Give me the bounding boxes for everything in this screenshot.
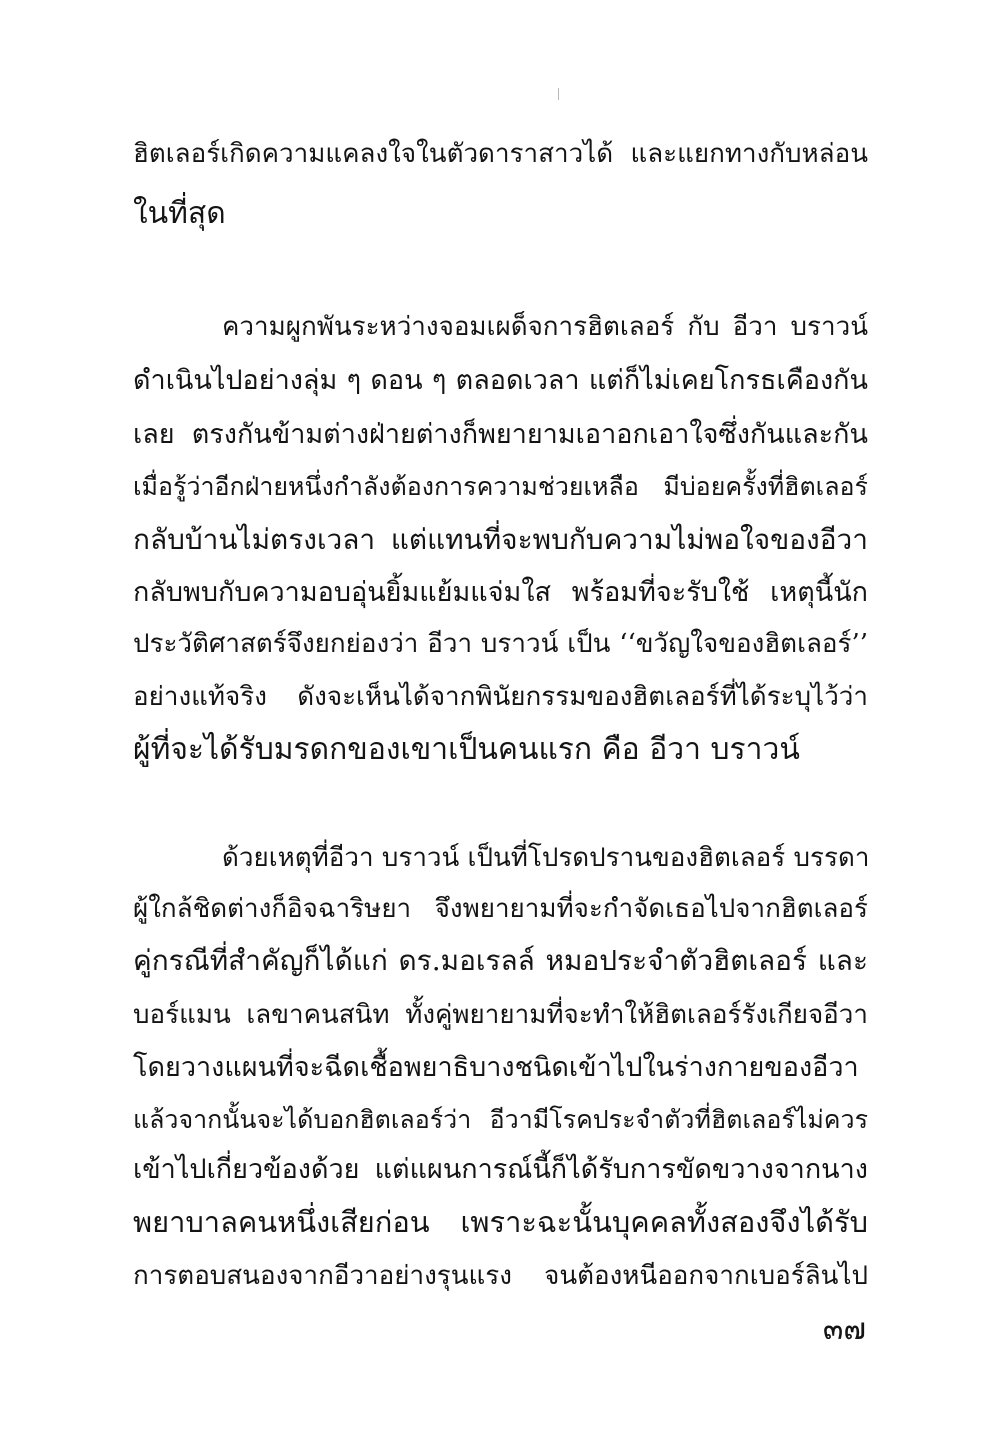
- text-line: คู่กรณีที่สำคัญก็ได้แก่ ดร.มอเรลล์ หมอประจำตัวฮิตเลอร์ และ: [133, 944, 868, 977]
- text-line: ดำเนินไปอย่างลุ่ม ๆ ดอน ๆ ตลอดเวลา แต่ก็ไม่เคยโกรธเคืองกัน: [133, 365, 868, 396]
- text-line: อย่างแท้จริง ดังจะเห็นได้จากพินัยกรรมของฮิตเลอร์ที่ได้ระบุไว้ว่า: [133, 682, 868, 712]
- scan-mark: [558, 88, 559, 100]
- text-line: บอร์แมน เลขาคนสนิท ทั้งคู่พยายามที่จะทำให้ฮิตเลอร์รังเกียจอีวา: [133, 1000, 868, 1030]
- text-line: ประวัติศาสตร์จึงยกย่องว่า อีวา บราวน์ เป็น ‘‘ขวัญใจของฮิตเลอร์’’: [133, 629, 868, 659]
- text-line: แล้วจากนั้นจะได้บอกฮิตเลอร์ว่า อีวามีโรคประจำตัวที่ฮิตเลอร์ไม่ควร: [133, 1105, 868, 1134]
- text-line: ด้วยเหตุที่อีวา บราวน์ เป็นที่โปรดปรานของฮิตเลอร์ บรรดา: [222, 843, 870, 873]
- page-number: ๓๗: [822, 1312, 866, 1347]
- text-line: เลย ตรงกันข้ามต่างฝ่ายต่างก็พยายามเอาอกเอาใจซึ่งกันและกัน: [133, 419, 868, 450]
- text-line: พยาบาลคนหนึ่งเสียก่อน เพราะฉะนั้นบุคคลทั้งสองจึงได้รับ: [133, 1205, 868, 1239]
- text-line: เมื่อรู้ว่าอีกฝ่ายหนึ่งกำลังต้องการความช่วยเหลือ มีบ่อยครั้งที่ฮิตเลอร์: [133, 472, 868, 501]
- text-line: ในที่สุด: [133, 196, 226, 231]
- text-line: การตอบสนองจากอีวาอย่างรุนแรง จนต้องหนีออกจากเบอร์ลินไป: [133, 1261, 868, 1291]
- text-line: ผู้ใกล้ชิดต่างก็อิจฉาริษยา จึงพยายามที่จะกำจัดเธอไปจากฮิตเลอร์: [133, 894, 868, 924]
- text-line: ฮิตเลอร์เกิดความแคลงใจในตัวดาราสาวได้ และแยกทางกับหล่อน: [133, 139, 868, 169]
- text-line: กลับพบกับความอบอุ่นยิ้มแย้มแจ่มใส พร้อมที่จะรับใช้ เหตุนี้นัก: [133, 577, 868, 608]
- text-line: ผู้ที่จะได้รับมรดกของเขาเป็นคนแรก คือ อีวา บราวน์: [133, 732, 800, 767]
- text-line: กลับบ้านไม่ตรงเวลา แต่แทนที่จะพบกับความไม่พอใจของอีวา: [133, 523, 868, 556]
- text-line: ความผูกพันระหว่างจอมเผด็จการฮิตเลอร์ กับ อีวา บราวน์: [222, 312, 868, 342]
- text-line: เข้าไปเกี่ยวข้องด้วย แต่แผนการณ์นี้ก็ได้รับการขัดขวางจากนาง: [133, 1154, 868, 1185]
- text-line: โดยวางแผนที่จะฉีดเชื้อพยาธิบางชนิดเข้าไปในร่างกายของอีวา: [133, 1052, 859, 1083]
